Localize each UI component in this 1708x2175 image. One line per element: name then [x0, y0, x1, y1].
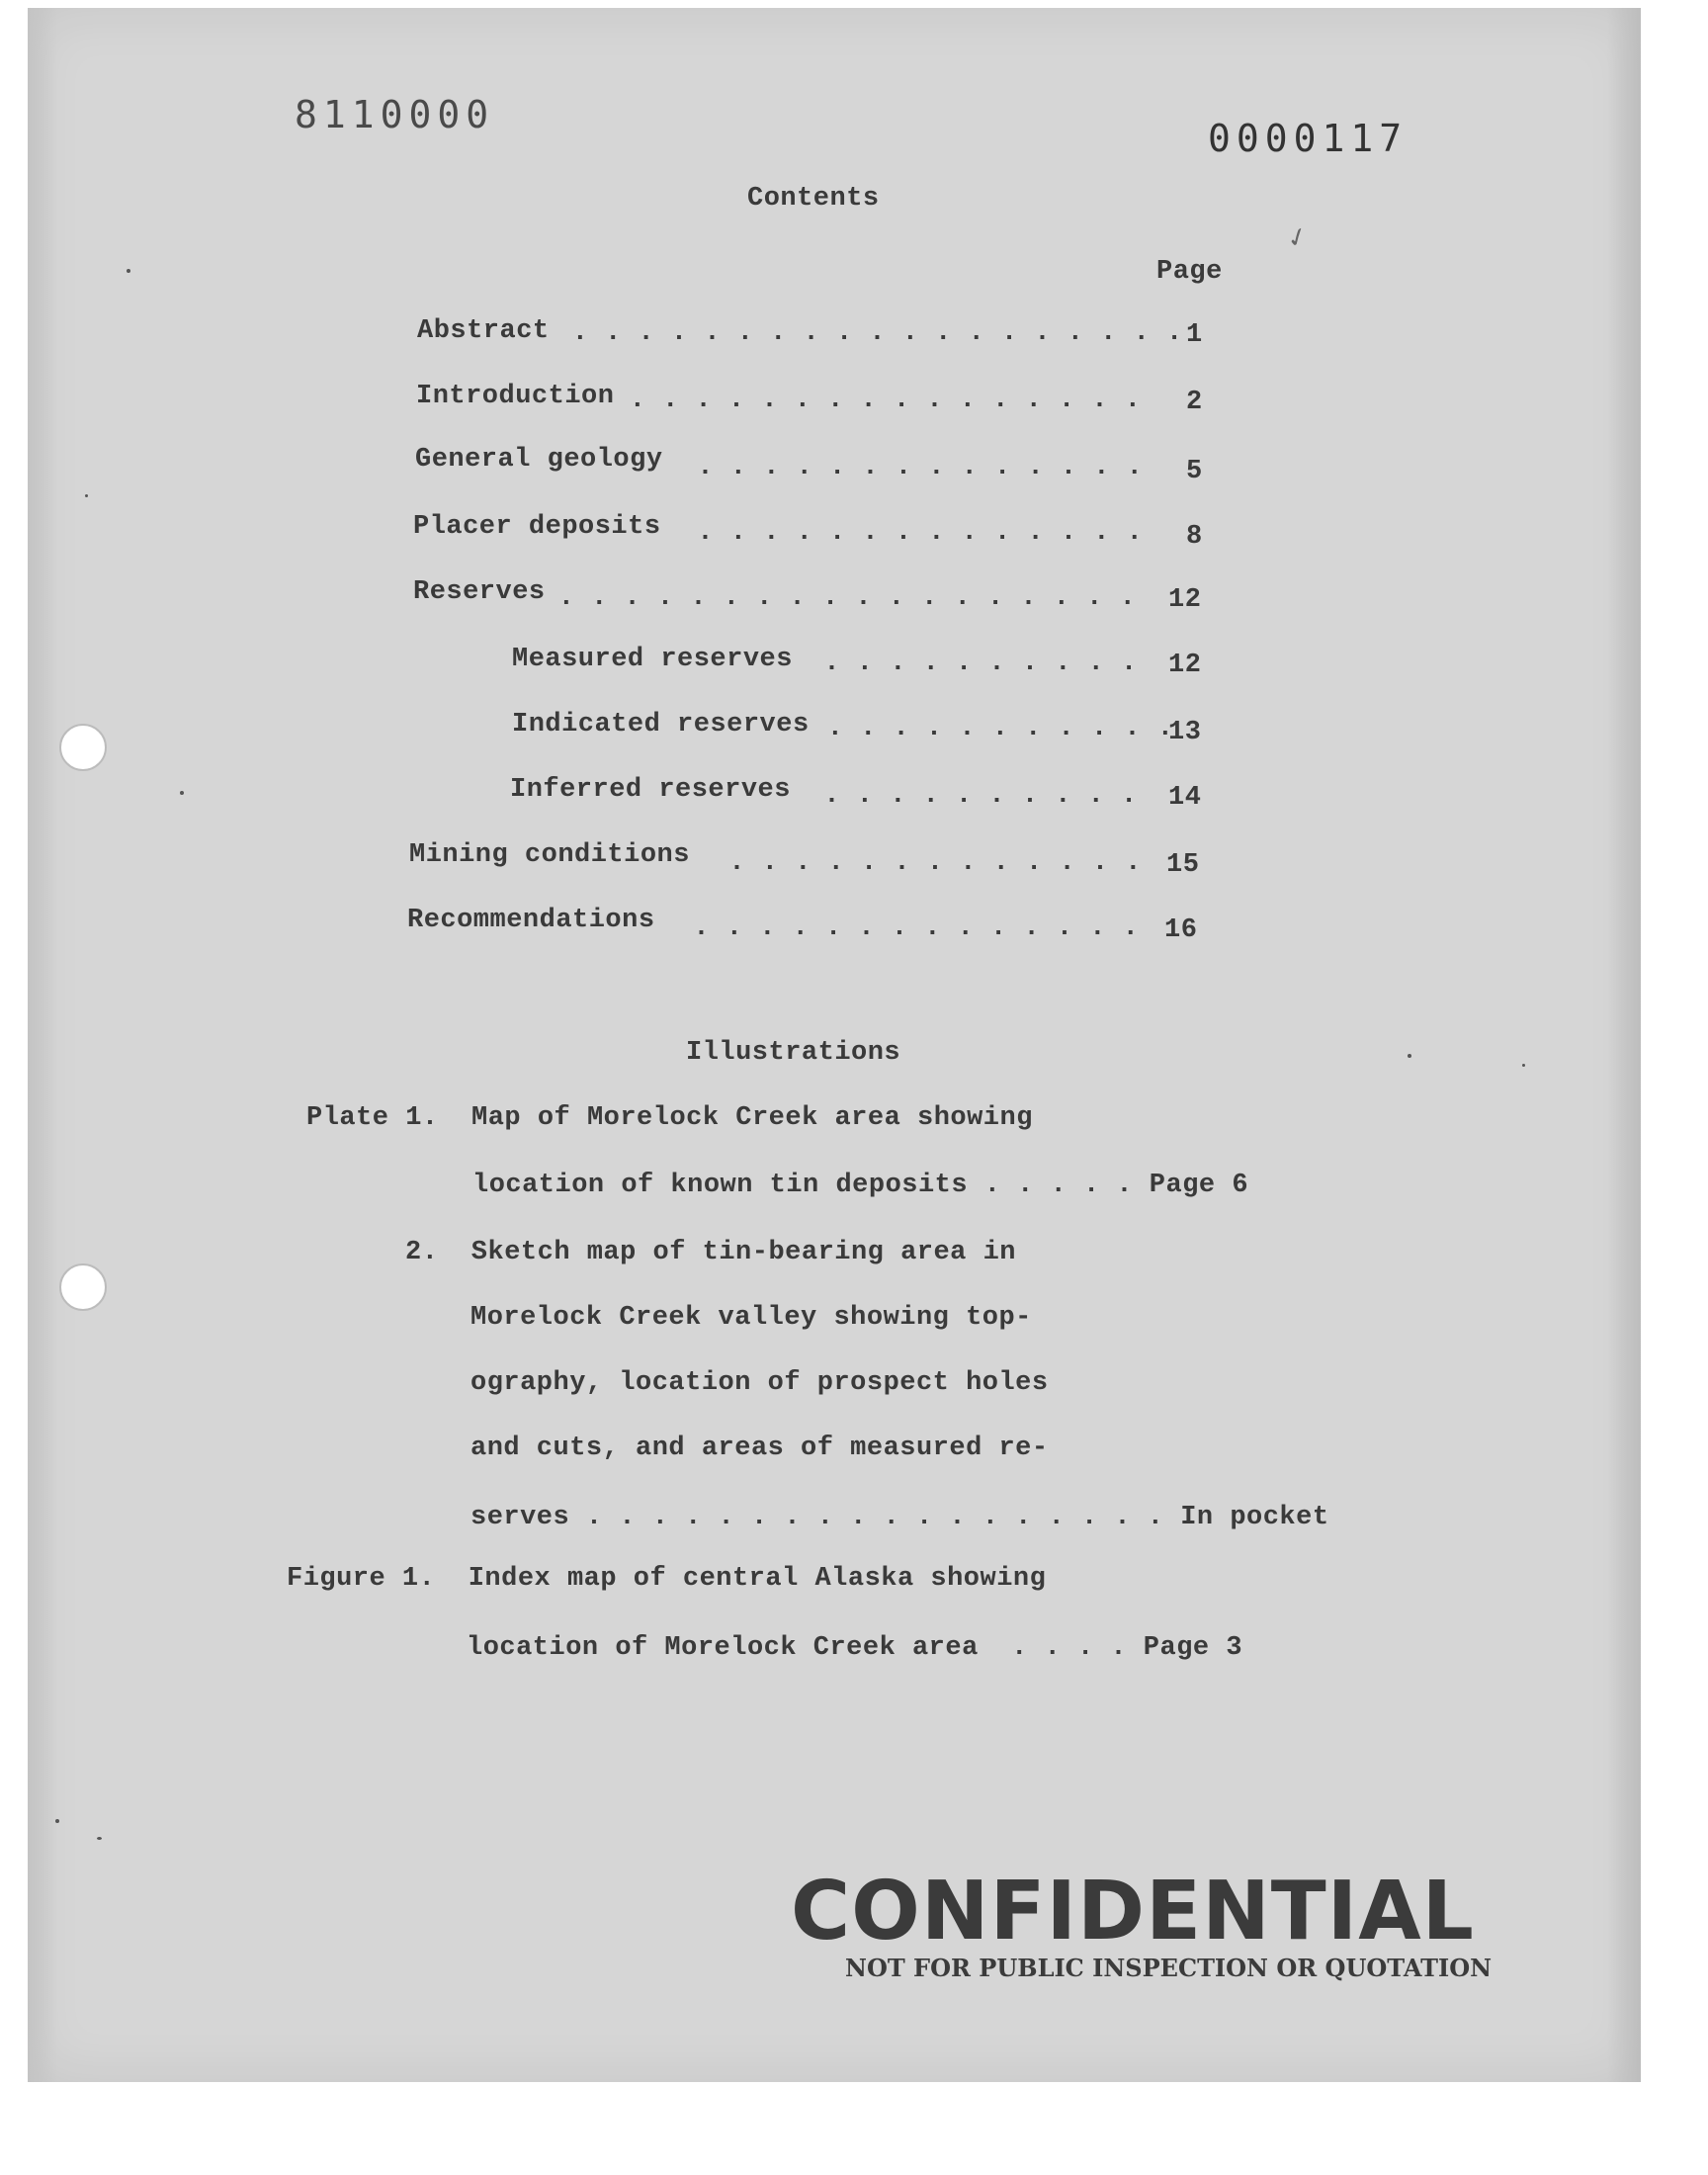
page-column-header: Page — [1156, 257, 1223, 287]
illustration-line: 2. Sketch map of tin-bearing area in — [405, 1238, 1016, 1267]
contents-title: Contents — [747, 184, 880, 214]
scan-speck — [127, 269, 130, 273]
toc-entry-page: 8 — [1186, 522, 1203, 552]
toc-entry-label: Reserves — [413, 577, 546, 607]
toc-entry-leader: . . . . . . . . . . . . . . — [664, 518, 1144, 548]
scan-speck — [1408, 1054, 1411, 1058]
toc-entry-page: 16 — [1164, 915, 1198, 945]
toc-entry-label: Placer deposits — [413, 512, 661, 542]
illustration-line: Plate 1. Map of Morelock Creek area showing — [306, 1103, 1033, 1133]
toc-entry-page: 2 — [1186, 388, 1203, 417]
toc-subentry-label: Indicated reserves — [512, 710, 810, 740]
toc-subentry-label: Inferred reserves — [510, 775, 791, 805]
toc-entry-label: General geology — [415, 445, 663, 475]
illustration-line: Morelock Creek valley showing top- — [470, 1303, 1032, 1333]
illustration-line: location of Morelock Creek area . . . . Page 3 — [467, 1633, 1243, 1663]
toc-entry-label: Mining conditions — [409, 840, 690, 870]
toc-entry-leader: . . . . . . . . . . . . . . — [664, 453, 1144, 482]
toc-entry-leader: . . . . . . . . . . . . . — [696, 848, 1142, 878]
toc-subentry-label: Measured reserves — [512, 645, 793, 674]
illustration-line: location of known tin deposits . . . . . Page 6 — [472, 1171, 1249, 1200]
scan-speck — [85, 494, 88, 497]
confidential-stamp: CONFIDENTIAL — [791, 1865, 1475, 1958]
scan-speck — [1522, 1064, 1525, 1067]
illustration-line: Figure 1. Index map of central Alaska showing — [287, 1564, 1047, 1594]
toc-entry-leader: . . . . . . . . . . . . . . . . — [613, 386, 1142, 415]
sheet-shadow-left — [28, 8, 57, 2082]
toc-entry-page: 12 — [1168, 585, 1202, 615]
toc-entry-leader: . . . . . . . . . . . . . . . . . . — [542, 583, 1137, 613]
toc-entry-leader: . . . . . . . . . . . — [811, 714, 1174, 743]
illustration-line: serves . . . . . . . . . . . . . . . . . . In pocket — [470, 1503, 1329, 1532]
scan-speck — [55, 1819, 59, 1823]
toc-entry-leader: . . . . . . . . . . — [791, 649, 1138, 678]
scan-speck — [180, 791, 184, 795]
toc-entry-leader: . . . . . . . . . . . . . . — [660, 914, 1140, 943]
illustration-line: ography, location of prospect holes — [470, 1368, 1049, 1398]
toc-entry-page: 15 — [1166, 850, 1200, 880]
toc-entry-page: 1 — [1186, 320, 1203, 350]
illustration-line: and cuts, and areas of measured re- — [470, 1434, 1049, 1463]
toc-entry-page: 5 — [1186, 457, 1203, 486]
toc-entry-leader: . . . . . . . . . . — [791, 781, 1138, 811]
toc-entry-label: Introduction — [416, 382, 615, 411]
binder-hole-top — [59, 724, 107, 771]
toc-entry-page: 12 — [1168, 651, 1202, 680]
confidential-notice: NOT FOR PUBLIC INSPECTION OR QUOTATION — [845, 1954, 1493, 1982]
toc-entry-leader: . . . . . . . . . . . . . . . . . . . — [555, 318, 1183, 348]
toc-entry-page: 14 — [1168, 783, 1202, 813]
handwritten-mark: ✓ — [1282, 220, 1314, 256]
stamp-number-left: 8110000 — [295, 93, 495, 136]
binder-hole-bottom — [59, 1263, 107, 1311]
toc-entry-label: Abstract — [417, 316, 550, 346]
stamp-number-right: 0000117 — [1208, 117, 1409, 160]
toc-entry-page: 13 — [1168, 718, 1202, 747]
scan-speck — [97, 1837, 102, 1840]
sheet-shadow-right — [1607, 8, 1641, 2082]
toc-entry-label: Recommendations — [407, 906, 655, 935]
illustrations-title: Illustrations — [686, 1038, 901, 1068]
